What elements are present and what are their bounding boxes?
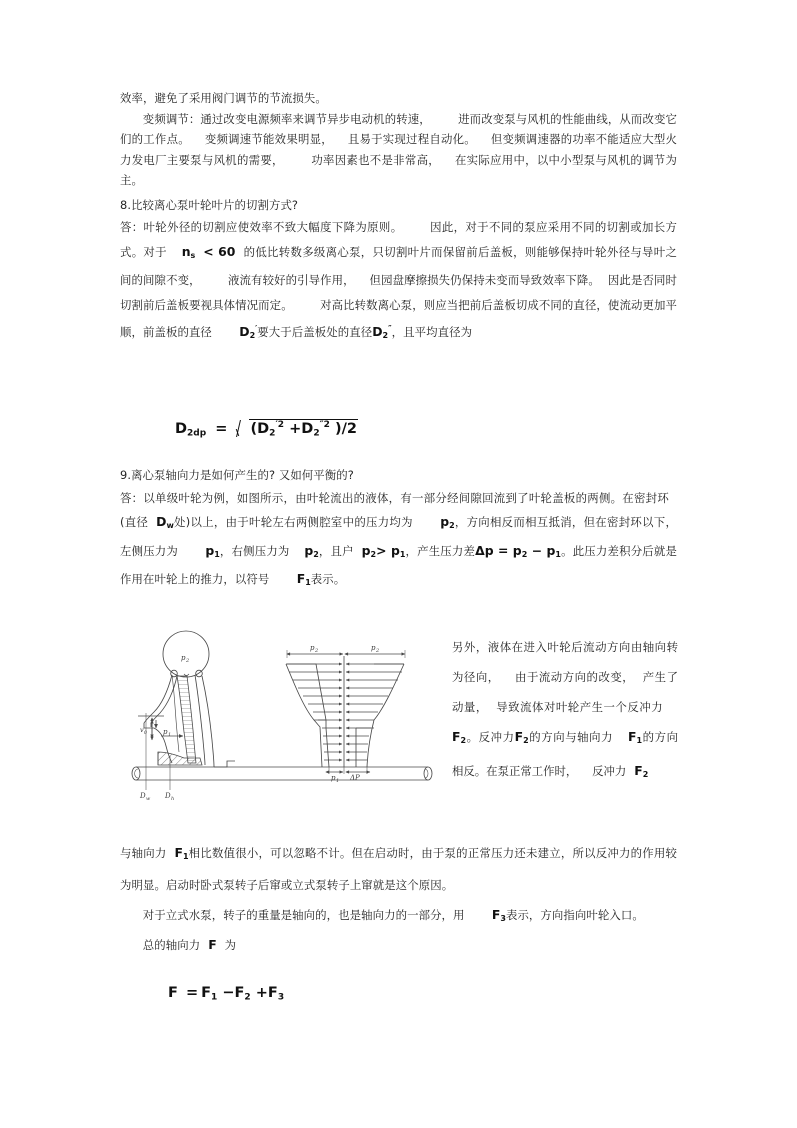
q9-a4: 处)以上，由于叶轮左右两侧腔室中的压力均为 bbox=[173, 515, 413, 529]
symbol-ns-sub: s bbox=[190, 250, 196, 260]
tail-paragraph-3 bbox=[120, 935, 677, 956]
delta-p-lhs: Δp = p bbox=[475, 542, 522, 558]
q8-a13: ，且平均直径为 bbox=[391, 325, 473, 340]
symbol-p1-b-sub: 1 bbox=[399, 549, 406, 559]
symbol-p2-gt-p1 bbox=[362, 543, 406, 558]
symbol-delta-p-equation bbox=[475, 543, 561, 558]
formula2-lhs: F bbox=[168, 985, 178, 1001]
symbol-d2-dprime-sub: 2 bbox=[382, 331, 389, 341]
side-s11: 反冲力 bbox=[592, 764, 627, 778]
q9-a6: ，方向相反而相互抵消，但在密封环以下，左侧压力为 bbox=[120, 515, 678, 558]
tail-text-block bbox=[120, 838, 677, 956]
symbol-f1-c-sub: 1 bbox=[182, 852, 189, 861]
q8-a2: 因此，对于不同的泵应采用不同的切割或加长方式。对于 bbox=[120, 220, 677, 259]
tail-t2: 相比数值很小，可以忽略不计。但在启动时，由于泵的正常压力还未建立，所以反冲力的作用较为明显。启动时卧式泵转子后窜或立式泵转子上窜就是这个原因。 bbox=[120, 846, 678, 892]
freq-text-g: 在实际应用中，以中小型泵与风机的调节为主。 bbox=[120, 152, 677, 187]
formula1-divisor: 2 bbox=[346, 420, 357, 437]
symbol-f2-c-base: F bbox=[634, 763, 643, 778]
delta-p-p1: p bbox=[546, 542, 556, 558]
symbol-p2-c-sub: 2 bbox=[370, 549, 377, 559]
symbol-d2-dprime-base: D bbox=[372, 324, 383, 340]
symbol-f3 bbox=[492, 907, 506, 922]
symbol-p2-b-sub: 2 bbox=[313, 549, 319, 559]
question-9-heading bbox=[120, 465, 677, 486]
figure-label-v0: v bbox=[140, 726, 144, 734]
symbol-d2-prime-sub: 2 bbox=[249, 331, 256, 341]
formula1-radicand: ($D_2^{'2} +D_2^{''2}$ )/2 bbox=[250, 420, 357, 439]
formula2-equals: = bbox=[185, 985, 199, 1001]
side-s4: 导致流体对叶轮产生一个反冲力 bbox=[495, 700, 664, 714]
symbol-f2-c bbox=[634, 763, 648, 778]
symbol-f1-c-base: F bbox=[174, 845, 183, 860]
symbol-p2-b bbox=[304, 543, 318, 558]
symbol-dw-sub: w bbox=[166, 521, 174, 530]
formula1-lhs-sub: 2dp bbox=[187, 428, 207, 439]
question-8-heading-text: 8.比较离心泵叶轮叶片的切割方式? bbox=[120, 197, 299, 212]
q8-a8: 对高比转数离心泵， bbox=[320, 297, 424, 312]
symbol-f-total: F bbox=[208, 937, 217, 952]
symbol-p2-b-base: p bbox=[304, 542, 314, 558]
question-9-block bbox=[120, 465, 677, 596]
formula1-plus: + bbox=[289, 420, 302, 437]
formula-total-axial-force bbox=[168, 985, 284, 1003]
tail-t1: 与轴向力 bbox=[120, 846, 167, 860]
formula1-term2-sup: ″2 bbox=[319, 420, 330, 430]
formula1-radical bbox=[236, 418, 358, 438]
figure-label-right-p2-left: p bbox=[310, 644, 315, 652]
side-s6: 。反冲力 bbox=[466, 730, 515, 744]
paragraph-frequency-control bbox=[120, 109, 677, 191]
figure-label-left-p2: p bbox=[181, 654, 186, 662]
symbol-p2-a-sub: 2 bbox=[449, 521, 455, 530]
figure-label-left-p2-sub: 2 bbox=[186, 658, 190, 664]
symbol-ns-base: n bbox=[181, 243, 191, 259]
tail-paragraph-1 bbox=[120, 838, 677, 900]
figure-side-text bbox=[452, 632, 678, 790]
formula2-f2-sub: 2 bbox=[244, 992, 251, 1003]
symbol-f3-sub: 3 bbox=[500, 914, 506, 923]
side-s2: 由于流动方向的改变， bbox=[514, 670, 635, 684]
figure-label-left-p1: p bbox=[163, 728, 168, 736]
q8-a1: 答：叶轮外径的切割应使效率不致大幅度下降为原则。 bbox=[120, 220, 403, 234]
formula1-term1-sub: 2 bbox=[269, 428, 276, 439]
pump-axial-force-figure bbox=[128, 628, 440, 800]
figure-label-dh: D bbox=[165, 792, 171, 800]
symbol-f1-b-sub: 1 bbox=[636, 736, 643, 745]
formula2-f3: F bbox=[267, 985, 278, 1001]
side-s8: 的方向与轴向力 bbox=[528, 730, 614, 744]
symbol-p1-a-sub: 1 bbox=[214, 549, 220, 559]
q9-a12: ，产生压力差 bbox=[405, 543, 476, 558]
formula1-term2: D bbox=[301, 420, 314, 437]
symbol-f1-c bbox=[175, 845, 189, 860]
q9-a16: 表示。 bbox=[310, 572, 346, 586]
symbol-f2-b-base: F bbox=[514, 729, 524, 744]
symbol-f2-b-sub: 2 bbox=[523, 736, 529, 745]
symbol-d2-prime bbox=[239, 324, 257, 339]
delta-p-sub1: 2 bbox=[521, 549, 528, 559]
symbol-f1-b-base: F bbox=[627, 729, 637, 744]
symbol-f2-a-sub: 2 bbox=[460, 736, 467, 745]
q9-a10: ，且户 bbox=[318, 543, 354, 558]
q9-a14: 。此压力差积分后就是作用在叶轮上的推力，以符号 bbox=[120, 543, 677, 586]
figure-label-right-p1-sub: 1 bbox=[336, 778, 340, 784]
figure-label-right-p2-left-sub: 2 bbox=[315, 648, 319, 654]
paragraph-efficiency bbox=[120, 88, 677, 109]
symbol-p1-b-base: p bbox=[390, 542, 400, 558]
question-9-answer bbox=[120, 486, 677, 596]
symbol-f2-a bbox=[452, 729, 466, 744]
figure-label-delta-p: ΔP bbox=[350, 774, 360, 782]
figure-label-dh-sub: h bbox=[171, 796, 175, 800]
freq-text-b: 进而改变泵与风机的性能曲线，从而改变它们的工作点。 bbox=[120, 111, 677, 146]
freq-text-a: 变频调节：通过改变电源频率来调节异步电动机的转速， bbox=[142, 111, 431, 126]
tail-t4: 表示，方向指向叶轮入口。 bbox=[505, 908, 644, 922]
tail-paragraph-2 bbox=[120, 900, 677, 933]
formula2-f1: F bbox=[201, 985, 212, 1001]
question-8-heading bbox=[120, 195, 677, 216]
symbol-d2-dprime bbox=[372, 324, 391, 339]
side-s3: 产生了动量， bbox=[452, 670, 678, 714]
formula1-lhs: D bbox=[175, 420, 188, 437]
formula1-term1: D bbox=[257, 420, 270, 437]
symbol-dw bbox=[156, 514, 174, 529]
formula1-equals: = bbox=[215, 420, 228, 437]
q9-a2: (直径 bbox=[120, 515, 149, 529]
symbol-d2-prime-base: D bbox=[239, 324, 250, 340]
formula1-term1-sup: ′2 bbox=[275, 420, 285, 430]
symbol-f1-a bbox=[297, 571, 311, 586]
q9-a8: ，右侧压力为 bbox=[219, 543, 290, 558]
figure-label-dw-sub: w bbox=[146, 796, 151, 800]
freq-text-e: 但变频调速器的功率不能适应大型火力发电厂主要泵与风机的需要， bbox=[120, 132, 677, 167]
figure-label-right-p2-right: p bbox=[371, 644, 376, 652]
symbol-p1-a bbox=[205, 543, 219, 558]
q8-a7: 因此是否同时切割前后盖板要视具体情况而定。 bbox=[120, 273, 677, 312]
symbol-ns-relation: < 60 bbox=[203, 243, 236, 259]
q8-a6: 但园盘摩擦损失仍保持未变而导致效率下降。 bbox=[369, 273, 600, 287]
figure-label-right-p1: p bbox=[331, 774, 336, 782]
figure-label-left-p1-sub: 1 bbox=[168, 732, 172, 738]
delta-p-minus: − bbox=[531, 542, 543, 558]
symbol-f2-c-sub: 2 bbox=[642, 770, 649, 779]
formula2-f3-sub: 3 bbox=[277, 992, 285, 1003]
figure-label-v0-sub: 0 bbox=[144, 731, 147, 736]
figure-label-right-p2-right-sub: 2 bbox=[376, 648, 380, 654]
symbol-p2-a bbox=[440, 514, 454, 529]
paragraph-efficiency-text: 效率，避免了采用阀门调节的节流损失。 bbox=[120, 91, 327, 105]
symbol-f2-b bbox=[515, 729, 529, 744]
freq-text-c: 变频调速节能效果明显， bbox=[204, 132, 333, 146]
tail-t3: 对于立式水泵，转子的重量是轴向的，也是轴向力的一部分，用 bbox=[142, 908, 465, 922]
figure-label-dw: D bbox=[140, 792, 146, 800]
symbol-dw-base: D bbox=[156, 514, 167, 529]
question-9-heading-text: 9.离心泵轴向力是如何产生的? 又如何平衡的? bbox=[120, 468, 354, 482]
freq-text-f: 功率因素也不是非常高， bbox=[311, 152, 440, 167]
symbol-d2-prime-sup: ′ bbox=[255, 324, 258, 333]
side-s1: 另外，液体在进入叶轮后流动方向由轴向转为径向， bbox=[452, 640, 678, 684]
symbol-f2-a-base: F bbox=[452, 729, 461, 744]
symbol-gt: > bbox=[376, 542, 387, 558]
question-8-answer-part1 bbox=[120, 215, 677, 349]
formula-mean-diameter bbox=[175, 418, 358, 438]
document-body bbox=[120, 88, 677, 349]
freq-text-d: 且易于实现过程自动化。 bbox=[347, 132, 476, 146]
q8-a5: 液流有较好的引导作用， bbox=[227, 273, 355, 287]
formula2-plus: + bbox=[255, 985, 268, 1001]
symbol-p1-a-base: p bbox=[205, 542, 215, 558]
symbol-ns bbox=[182, 244, 196, 259]
symbol-f1-a-sub: 1 bbox=[305, 578, 311, 587]
symbol-f1-b bbox=[628, 729, 642, 744]
q9-a1: 答：以单级叶轮为例，如图所示，由叶轮流出的液体，有一部分经间隙回流到了叶轮盖板的两侧。在密封环 bbox=[120, 490, 670, 505]
tail-t6: 为 bbox=[224, 938, 237, 952]
q8-a9: 则应当把前后盖板切成不同的直径，使流动更加平顺，前盖板的直径 bbox=[120, 297, 677, 340]
tail-t5: 总的轴向力 bbox=[142, 938, 201, 952]
symbol-f1-a-base: F bbox=[296, 571, 306, 586]
symbol-p2-a-base: p bbox=[440, 514, 450, 529]
formula2-f1-sub: 1 bbox=[211, 992, 218, 1003]
formula1-term2-sub: 2 bbox=[313, 428, 320, 439]
symbol-d2-dprime-sup: ″ bbox=[388, 324, 392, 333]
q8-a4: 的低比转数多级离心泵，只切割叶片而保留前后盖板，则能够保持叶轮外径与导叶之间的间隙不变， bbox=[120, 244, 677, 287]
symbol-p2-c-base: p bbox=[361, 542, 371, 558]
delta-p-sub2: 1 bbox=[555, 549, 561, 559]
side-s10: 的方向相反。在泵正常工作时， bbox=[452, 730, 678, 778]
formula2-minus: − bbox=[222, 985, 235, 1001]
formula2-f2: F bbox=[234, 985, 245, 1001]
symbol-f3-base: F bbox=[491, 907, 501, 922]
q8-a11: 要大于后盖板处的直径 bbox=[257, 325, 373, 340]
